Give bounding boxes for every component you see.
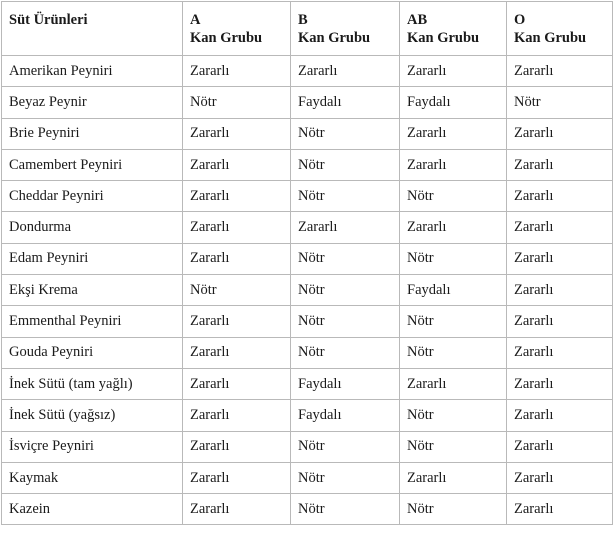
table-row	[2, 337, 613, 368]
header-group-letter: A	[190, 12, 201, 28]
cell-group-b: Nötr	[291, 181, 400, 212]
cell-group-b: Nötr	[291, 243, 400, 274]
header-product-label: Süt Ürünleri	[9, 12, 88, 28]
row-product-name: Emmenthal Peyniri	[2, 306, 183, 337]
cell-group-a: Zararlı	[183, 149, 291, 180]
cell-group-o: Zararlı	[507, 462, 613, 493]
cell-group-o: Zararlı	[507, 494, 613, 525]
header-group-letter: AB	[407, 12, 428, 28]
row-product-name: İnek Sütü (yağsız)	[2, 400, 183, 431]
table-row	[2, 368, 613, 399]
cell-group-b: Nötr	[291, 462, 400, 493]
cell-group-o: Zararlı	[507, 243, 613, 274]
cell-group-o: Zararlı	[507, 275, 613, 306]
table-row	[2, 118, 613, 149]
cell-group-o: Zararlı	[507, 181, 613, 212]
cell-group-ab: Nötr	[400, 181, 507, 212]
cell-group-b: Nötr	[291, 337, 400, 368]
row-product-name: Dondurma	[2, 212, 183, 243]
cell-group-o: Zararlı	[507, 400, 613, 431]
cell-group-b: Zararlı	[291, 212, 400, 243]
table-row	[2, 431, 613, 462]
cell-group-ab: Faydalı	[400, 275, 507, 306]
row-product-name: Amerikan Peyniri	[2, 56, 183, 87]
row-product-name: Camembert Peyniri	[2, 149, 183, 180]
cell-group-o: Zararlı	[507, 56, 613, 87]
table-row	[2, 87, 613, 118]
cell-group-a: Zararlı	[183, 337, 291, 368]
cell-group-o: Zararlı	[507, 368, 613, 399]
cell-group-b: Nötr	[291, 118, 400, 149]
cell-group-a: Zararlı	[183, 118, 291, 149]
cell-group-a: Zararlı	[183, 181, 291, 212]
cell-group-ab: Faydalı	[400, 87, 507, 118]
row-product-name: Cheddar Peyniri	[2, 181, 183, 212]
header-group-label: Kan Grubu	[190, 30, 263, 46]
cell-group-a: Nötr	[183, 87, 291, 118]
cell-group-ab: Zararlı	[400, 212, 507, 243]
row-product-name: Ekşi Krema	[2, 275, 183, 306]
cell-group-ab: Zararlı	[400, 462, 507, 493]
cell-group-ab: Nötr	[400, 400, 507, 431]
cell-group-ab: Nötr	[400, 337, 507, 368]
table-row	[2, 462, 613, 493]
table-row	[2, 212, 613, 243]
cell-group-o: Zararlı	[507, 431, 613, 462]
cell-group-ab: Zararlı	[400, 56, 507, 87]
row-product-name: Gouda Peyniri	[2, 337, 183, 368]
table-row	[2, 275, 613, 306]
cell-group-a: Zararlı	[183, 400, 291, 431]
row-product-name: Kazein	[2, 494, 183, 525]
cell-group-o: Zararlı	[507, 306, 613, 337]
header-group-ab	[400, 2, 507, 56]
cell-group-a: Zararlı	[183, 56, 291, 87]
cell-group-ab: Zararlı	[400, 118, 507, 149]
header-group-o	[507, 2, 613, 56]
header-group-b	[291, 2, 400, 56]
cell-group-a: Zararlı	[183, 368, 291, 399]
cell-group-o: Zararlı	[507, 149, 613, 180]
header-product	[2, 2, 183, 56]
row-product-name: Edam Peyniri	[2, 243, 183, 274]
header-row	[2, 2, 613, 56]
cell-group-ab: Nötr	[400, 494, 507, 525]
cell-group-b: Nötr	[291, 494, 400, 525]
cell-group-o: Nötr	[507, 87, 613, 118]
cell-group-b: Nötr	[291, 431, 400, 462]
cell-group-ab: Nötr	[400, 306, 507, 337]
cell-group-b: Nötr	[291, 306, 400, 337]
cell-group-a: Zararlı	[183, 306, 291, 337]
table-row	[2, 149, 613, 180]
cell-group-b: Zararlı	[291, 56, 400, 87]
cell-group-b: Faydalı	[291, 400, 400, 431]
header-group-letter: O	[514, 12, 526, 28]
cell-group-o: Zararlı	[507, 118, 613, 149]
table-row	[2, 400, 613, 431]
cell-group-a: Nötr	[183, 275, 291, 306]
row-product-name: Beyaz Peynir	[2, 87, 183, 118]
cell-group-b: Faydalı	[291, 368, 400, 399]
row-product-name: İnek Sütü (tam yağlı)	[2, 368, 183, 399]
row-product-name: Kaymak	[2, 462, 183, 493]
cell-group-b: Nötr	[291, 275, 400, 306]
table-row	[2, 56, 613, 87]
cell-group-a: Zararlı	[183, 462, 291, 493]
cell-group-b: Nötr	[291, 149, 400, 180]
cell-group-ab: Zararlı	[400, 149, 507, 180]
cell-group-ab: Nötr	[400, 431, 507, 462]
header-group-label: Kan Grubu	[407, 30, 480, 46]
row-product-name: Brie Peyniri	[2, 118, 183, 149]
cell-group-ab: Zararlı	[400, 368, 507, 399]
table-row	[2, 181, 613, 212]
header-group-a	[183, 2, 291, 56]
header-group-label: Kan Grubu	[514, 30, 587, 46]
header-group-label: Kan Grubu	[298, 30, 371, 46]
cell-group-o: Zararlı	[507, 212, 613, 243]
header-group-letter: B	[298, 12, 308, 28]
cell-group-a: Zararlı	[183, 212, 291, 243]
cell-group-b: Faydalı	[291, 87, 400, 118]
blood-type-dairy-table	[1, 1, 613, 525]
cell-group-a: Zararlı	[183, 243, 291, 274]
table-row	[2, 306, 613, 337]
cell-group-a: Zararlı	[183, 431, 291, 462]
table-body	[2, 56, 613, 525]
cell-group-ab: Nötr	[400, 243, 507, 274]
cell-group-a: Zararlı	[183, 494, 291, 525]
row-product-name: İsviçre Peyniri	[2, 431, 183, 462]
cell-group-o: Zararlı	[507, 337, 613, 368]
table-row	[2, 243, 613, 274]
table-row	[2, 494, 613, 525]
table-header	[2, 2, 613, 56]
